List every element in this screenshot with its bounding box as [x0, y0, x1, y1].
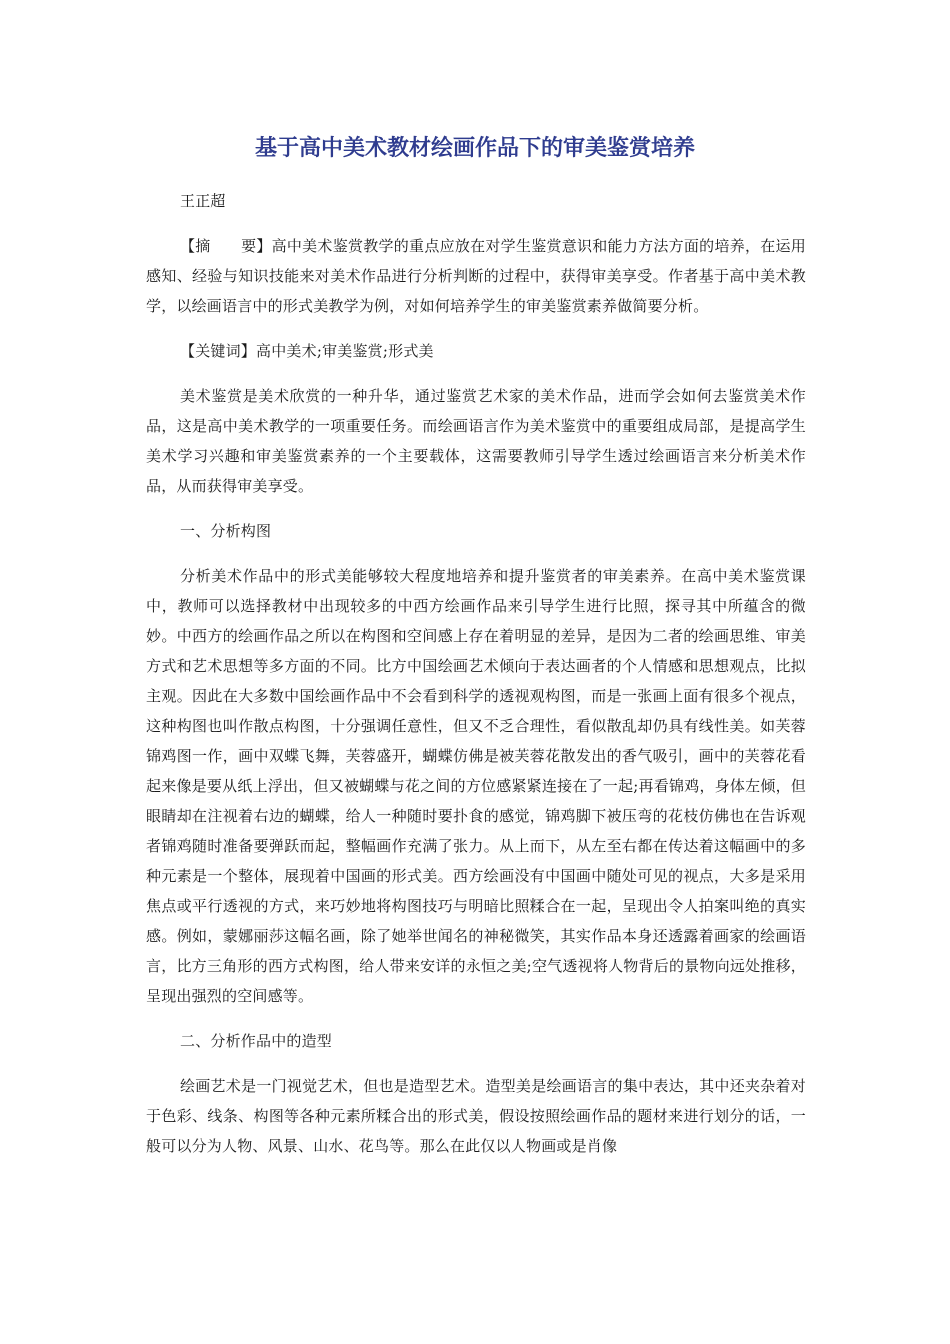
section-body-modeling: 绘画艺术是一门视觉艺术，但也是造型艺术。造型美是绘画语言的集中表达，其中还夹杂着对于色彩、线条、构图等各种元素所糅合出的形式美，假设按照绘画作品的题材来进行划分的话，一般可以分为人物、风景、山水、花鸟等。那么在此仅以人物画或是肖像 — [146, 1077, 806, 1155]
section-body-composition: 分析美术作品中的形式美能够较大程度地培养和提升鉴赏者的审美素养。在高中美术鉴赏课中，教师可以选择教材中出现较多的中西方绘画作品来引导学生进行比照，探寻其中所蕴含的微妙。中西方的绘画作品之所以在构图和空间感上存在着明显的差异，是因为二者的绘画思维、审美方式和艺术思想等多方面的不同。比方中国绘画艺术倾向于表达画者的个人情感和思想观点，比拟主观。因此在大多数中国绘画作品中不会看到科学的透视观构图，而是一张画上面有很多个视点，这种构图也叫作散点构图，十分强调任意性，但又不乏合理性，看似散乱却仍具有线性美。如芙蓉锦鸡图一作，画中双蝶飞舞，芙蓉盛开，蝴蝶仿佛是被芙蓉花散发出的香气吸引，画中的芙蓉花看起来像是要从纸上浮出，但又被蝴蝶与花之间的方位感紧紧连接在了一起;再看锦鸡，身体左倾，但眼睛却在注视着右边的蝴蝶，给人一种随时要扑食的感觉，锦鸡脚下被压弯的花枝仿佛也在告诉观者锦鸡随时准备要弹跃而起，整幅画作充满了张力。从上而下，从左至右都在传达着这幅画中的多种元素是一个整体，展现着中国画的形式美。西方绘画没有中国画中随处可见的视点，大多是采用焦点或平行透视的方式，来巧妙地将构图技巧与明暗比照糅合在一起，呈现出令人拍案叫绝的真实感。例如，蒙娜丽莎这幅名画，除了她举世闻名的神秘微笑，其实作品本身还透露着画家的绘画语言，比方三角形的西方式构图，给人带来安详的永恒之美;空气透视将人物背后的景物向远处推移，呈现出强烈的空间感等。 — [146, 567, 806, 1005]
keywords-paragraph — [146, 336, 806, 366]
abstract-text: 高中美术鉴赏教学的重点应放在对学生鉴赏意识和能力方法方面的培养，在运用感知、经验与知识技能来对美术作品进行分析判断的过程中，获得审美享受。作者基于高中美术教学，以绘画语言中的形式美教学为例，对如何培养学生的审美鉴赏素养做简要分析。 — [146, 237, 806, 315]
abstract-paragraph — [146, 231, 806, 321]
abstract-label: 【摘 要】 — [180, 237, 272, 255]
section-heading-modeling: 二、分析作品中的造型 — [180, 1032, 333, 1050]
keywords-text: 高中美术;审美鉴赏;形式美 — [256, 342, 434, 360]
author-name: 王正超 — [180, 192, 226, 210]
keywords-label: 【关键词】 — [180, 342, 257, 360]
section-heading-composition: 一、分析构图 — [180, 522, 272, 540]
document-body — [146, 186, 806, 1176]
intro-paragraph: 美术鉴赏是美术欣赏的一种升华，通过鉴赏艺术家的美术作品，进而学会如何去鉴赏美术作品，这是高中美术教学的一项重要任务。而绘画语言作为美术鉴赏中的重要组成局部，是提高学生美术学习兴趣和审美鉴赏素养的一个主要载体，这需要教师引导学生透过绘画语言来分析美术作品，从而获得审美享受。 — [146, 387, 806, 495]
document-title: 基于高中美术教材绘画作品下的审美鉴赏培养 — [254, 136, 695, 161]
